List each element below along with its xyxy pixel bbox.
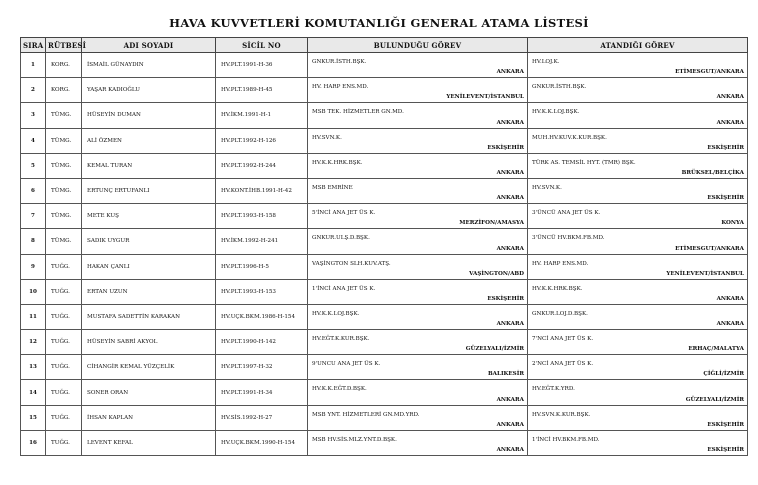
cell-atandigi-gorev <box>528 78 748 103</box>
table-body <box>21 53 748 456</box>
cell-atandigi-gorev <box>528 405 748 430</box>
cell-atandigi-gorev <box>528 128 748 153</box>
atandigi-gorev-text: 1'İNCİ HV.BKM.FB.MD. <box>532 436 600 443</box>
cell-rutbe: TUĞG. <box>46 279 82 304</box>
cell-adi-soyadi: ALİ ÖZMEN <box>82 128 216 153</box>
bulundugu-gorev-text: HV.K.K.HRK.BŞK. <box>312 159 363 166</box>
cell-rutbe: TÜMG. <box>46 204 82 229</box>
cell-atandigi-gorev <box>528 53 748 78</box>
atandigi-yer-text: ESKİŞEHİR <box>707 421 744 428</box>
cell-adi-soyadi: ERTAN UZUN <box>82 279 216 304</box>
cell-sicil-no: HV.İKM.1991-H-1 <box>216 103 308 128</box>
atandigi-gorev-text: 3'ÜNCÜ HV.BKM.FB.MD. <box>532 235 605 242</box>
table-row <box>21 330 748 355</box>
bulundugu-yer-text: ANKARA <box>496 447 524 453</box>
cell-bulundugu-gorev <box>308 380 528 405</box>
table-row <box>21 103 748 128</box>
bulundugu-gorev-text: HV. HARP ENS.MD. <box>312 84 369 91</box>
cell-sicil-no: HV.PLT.1989-H-45 <box>216 78 308 103</box>
cell-sira: 15 <box>21 405 46 430</box>
bulundugu-yer-text: ANKARA <box>496 321 524 328</box>
cell-sira: 5 <box>21 153 46 178</box>
cell-sira: 2 <box>21 78 46 103</box>
bulundugu-gorev-text: MSB YNT. HİZMETLERİ GN.MD.YRD. <box>312 411 420 418</box>
cell-bulundugu-gorev <box>308 78 528 103</box>
bulundugu-gorev-text: 5'İNCİ ANA JET ÜS K. <box>312 210 376 217</box>
bulundugu-gorev-text: MSB TEK. HİZMETLER GN.MD. <box>312 109 404 116</box>
cell-bulundugu-gorev <box>308 103 528 128</box>
cell-bulundugu-gorev <box>308 304 528 329</box>
atandigi-gorev-text: GNKUR.LOJ.D.BŞK. <box>532 310 588 317</box>
cell-adi-soyadi: YAŞAR KADIOĞLU <box>82 78 216 103</box>
bulundugu-yer-text: YENİLEVENT/İSTANBUL <box>446 94 524 101</box>
cell-adi-soyadi: İSMAİL GÜNAYDIN <box>82 53 216 78</box>
cell-rutbe: TÜMG. <box>46 128 82 153</box>
cell-atandigi-gorev <box>528 380 748 405</box>
bulundugu-gorev-text: GNKUR.ULŞ.D.BŞK. <box>312 235 370 242</box>
cell-sira: 13 <box>21 355 46 380</box>
atandigi-yer-text: YENİLEVENT/İSTANBUL <box>666 270 744 277</box>
cell-sicil-no: HV.PLT.1993-H-158 <box>216 204 308 229</box>
cell-adi-soyadi: HÜSEYİN SABRİ AKYOL <box>82 330 216 355</box>
table-row <box>21 430 748 455</box>
cell-sicil-no: HV.PLT.1996-H-5 <box>216 254 308 279</box>
bulundugu-gorev-text: VAŞİNGTON SLH.KUV.ATŞ. <box>312 260 391 267</box>
cell-sicil-no: HV.PLT.1992-H-244 <box>216 153 308 178</box>
cell-rutbe: TÜMG. <box>46 178 82 203</box>
cell-atandigi-gorev <box>528 254 748 279</box>
cell-rutbe: TÜMG. <box>46 103 82 128</box>
bulundugu-gorev-text: GNKUR.İSTH.BŞK. <box>312 59 367 65</box>
atandigi-yer-text: ÇİĞLİ/İZMİR <box>703 371 744 378</box>
bulundugu-gorev-text: 9'UNCU ANA JET ÜS K. <box>312 361 381 368</box>
table-row <box>21 53 748 78</box>
table-row <box>21 128 748 153</box>
bulundugu-yer-text: GÜZELYALI/İZMİR <box>465 346 524 353</box>
cell-rutbe: TUĞG. <box>46 380 82 405</box>
cell-atandigi-gorev <box>528 153 748 178</box>
bulundugu-yer-text: BALIKESİR <box>487 371 524 378</box>
atandigi-gorev-text: HV. HARP ENS.MD. <box>532 260 589 267</box>
cell-sira: 1 <box>21 53 46 78</box>
cell-adi-soyadi: İHSAN KAPLAN <box>82 405 216 430</box>
atandigi-yer-text: BRÜKSEL/BELÇİKA <box>681 169 744 176</box>
cell-sira: 11 <box>21 304 46 329</box>
cell-sicil-no: HV.SİS.1992-H-27 <box>216 405 308 430</box>
cell-bulundugu-gorev <box>308 178 528 203</box>
atandigi-gorev-text: 7'NCİ ANA JET ÜS K. <box>532 336 594 343</box>
atandigi-yer-text: ETİMESGUT/ANKARA <box>675 69 744 76</box>
atandigi-yer-text: ETİMESGUT/ANKARA <box>675 245 744 252</box>
cell-sira: 12 <box>21 330 46 355</box>
atandigi-gorev-text: 2'NCİ ANA JET ÜS K. <box>532 361 594 368</box>
bulundugu-gorev-text: HV.K.K.EĞT.D.BŞK. <box>312 386 367 393</box>
atandigi-gorev-text: HV.SVN.K.KUR.BŞK. <box>532 411 591 418</box>
cell-sira: 10 <box>21 279 46 304</box>
cell-sicil-no: HV.PLT.1997-H-32 <box>216 355 308 380</box>
header-row <box>21 38 748 53</box>
atandigi-yer-text: KONYA <box>721 220 744 227</box>
cell-adi-soyadi: SADIK UYGUR <box>82 229 216 254</box>
table-row <box>21 355 748 380</box>
cell-adi-soyadi: MUSTAFA SADETTİN KARAKAN <box>82 304 216 329</box>
table-row <box>21 78 748 103</box>
bulundugu-yer-text: ANKARA <box>496 119 524 126</box>
cell-adi-soyadi: ERTUNÇ ERTUFANLI <box>82 178 216 203</box>
bulundugu-yer-text: ANKARA <box>496 169 524 176</box>
atandigi-yer-text: ESKİŞEHİR <box>707 447 744 453</box>
cell-sicil-no: HV.PLT.1991-H-36 <box>216 53 308 78</box>
cell-rutbe: TUĞG. <box>46 355 82 380</box>
bulundugu-gorev-text: 1'İNCİ ANA JET ÜS K. <box>312 285 376 292</box>
atandigi-yer-text: ANKARA <box>716 295 744 302</box>
table-row <box>21 178 748 203</box>
cell-bulundugu-gorev <box>308 204 528 229</box>
table-row <box>21 204 748 229</box>
cell-adi-soyadi: METE KUŞ <box>82 204 216 229</box>
bulundugu-yer-text: VAŞİNGTON/ABD <box>469 270 524 277</box>
atandigi-yer-text: ANKARA <box>716 94 744 101</box>
atandigi-gorev-text: TÜRK AS. TEMSİL HYT. (TMR) BŞK. <box>532 159 636 166</box>
atandigi-gorev-text: HV.SVN.K. <box>532 184 562 191</box>
cell-bulundugu-gorev <box>308 153 528 178</box>
cell-sicil-no: HV.KONT.İHB.1991-H-42 <box>216 178 308 203</box>
cell-bulundugu-gorev <box>308 254 528 279</box>
cell-sicil-no: HV.PLT.1993-H-153 <box>216 279 308 304</box>
header-sira: SIRA <box>21 38 46 53</box>
atandigi-gorev-text: MUH.HV.KUV.K.KUR.BŞK. <box>532 134 607 141</box>
header-sicil-no: SİCİL NO <box>216 38 308 53</box>
cell-sicil-no: HV.İKM.1992-H-241 <box>216 229 308 254</box>
cell-sira: 6 <box>21 178 46 203</box>
atandigi-gorev-text: HV.K.K.LOJ.BŞK. <box>532 109 580 116</box>
cell-bulundugu-gorev <box>308 355 528 380</box>
cell-bulundugu-gorev <box>308 330 528 355</box>
cell-bulundugu-gorev <box>308 128 528 153</box>
atandigi-yer-text: ESKİŞEHİR <box>707 195 744 202</box>
cell-rutbe: KORG. <box>46 78 82 103</box>
bulundugu-gorev-text: HV.EĞT.K.KUR.BŞK. <box>312 336 370 343</box>
document-title: HAVA KUVVETLERİ KOMUTANLIĞI GENERAL ATAMA LİSTESİ <box>169 16 589 30</box>
cell-sicil-no: HV.PLT.1991-H-34 <box>216 380 308 405</box>
assignment-table <box>20 37 748 456</box>
cell-sira: 8 <box>21 229 46 254</box>
cell-bulundugu-gorev <box>308 53 528 78</box>
atandigi-gorev-text: GNKUR.İSTH.BŞK. <box>532 84 587 91</box>
bulundugu-gorev-text: HV.K.K.LOJ.BŞK. <box>312 310 360 317</box>
atandigi-yer-text: ANKARA <box>716 321 744 328</box>
table-row <box>21 153 748 178</box>
atandigi-gorev-text: HV.K.K.HRK.BŞK. <box>532 285 583 292</box>
cell-rutbe: TÜMG. <box>46 153 82 178</box>
header-rutbe: RÜTBESİ <box>46 38 82 53</box>
atandigi-gorev-text: HV.EĞT.K.YRD. <box>532 386 575 393</box>
cell-sicil-no: HV.UÇK.BKM.1990-H-154 <box>216 430 308 455</box>
bulundugu-gorev-text: MSB EMRİNE <box>312 184 353 191</box>
cell-atandigi-gorev <box>528 330 748 355</box>
bulundugu-yer-text: ANKARA <box>496 69 524 76</box>
cell-sira: 9 <box>21 254 46 279</box>
bulundugu-yer-text: ANKARA <box>496 396 524 403</box>
table-row <box>21 304 748 329</box>
cell-atandigi-gorev <box>528 229 748 254</box>
bulundugu-gorev-text: MSB HV.SİS.MLZ.YNT.D.BŞK. <box>312 436 397 443</box>
cell-atandigi-gorev <box>528 279 748 304</box>
atandigi-gorev-text: HV.LOJ.K. <box>532 59 560 65</box>
cell-rutbe: TUĞG. <box>46 254 82 279</box>
cell-sira: 4 <box>21 128 46 153</box>
cell-adi-soyadi: SONER ORAN <box>82 380 216 405</box>
bulundugu-gorev-text: HV.SVN.K. <box>312 134 342 141</box>
table-row <box>21 229 748 254</box>
cell-atandigi-gorev <box>528 355 748 380</box>
table-row <box>21 279 748 304</box>
atandigi-yer-text: ANKARA <box>716 119 744 126</box>
table-row <box>21 405 748 430</box>
bulundugu-yer-text: MERZİFON/AMASYA <box>459 220 524 227</box>
cell-sicil-no: HV.PLT.1990-H-142 <box>216 330 308 355</box>
atandigi-yer-text: ESKİŞEHİR <box>707 144 744 151</box>
table-row <box>21 254 748 279</box>
cell-atandigi-gorev <box>528 204 748 229</box>
cell-adi-soyadi: KEMAL TURAN <box>82 153 216 178</box>
cell-adi-soyadi: HAKAN ÇANLI <box>82 254 216 279</box>
cell-sira: 7 <box>21 204 46 229</box>
bulundugu-yer-text: ANKARA <box>496 421 524 428</box>
cell-rutbe: TUĞG. <box>46 405 82 430</box>
cell-rutbe: KORG. <box>46 53 82 78</box>
header-adi-soyadi: ADI SOYADI <box>82 38 216 53</box>
atandigi-yer-text: ERHAÇ/MALATYA <box>688 346 744 353</box>
cell-bulundugu-gorev <box>308 430 528 455</box>
cell-sicil-no: HV.PLT.1992-H-126 <box>216 128 308 153</box>
cell-sira: 14 <box>21 380 46 405</box>
cell-atandigi-gorev <box>528 430 748 455</box>
header-bulundugu-gorev: BULUNDUĞU GÖREV <box>308 38 528 53</box>
cell-bulundugu-gorev <box>308 405 528 430</box>
cell-sira: 3 <box>21 103 46 128</box>
atandigi-gorev-text: 3'ÜNCÜ ANA JET ÜS K. <box>532 210 601 217</box>
cell-adi-soyadi: HÜSEYİN DUMAN <box>82 103 216 128</box>
bulundugu-yer-text: ESKİŞEHİR <box>487 144 524 151</box>
atandigi-yer-text: GÜZELYALI/İZMİR <box>685 396 744 403</box>
bulundugu-yer-text: ANKARA <box>496 245 524 252</box>
cell-sira: 16 <box>21 430 46 455</box>
cell-adi-soyadi: CİHANGİR KEMAL YÜZÇELİK <box>82 355 216 380</box>
cell-atandigi-gorev <box>528 103 748 128</box>
cell-adi-soyadi: LEVENT KEFAL <box>82 430 216 455</box>
cell-bulundugu-gorev <box>308 229 528 254</box>
cell-sicil-no: HV.UÇK.BKM.1986-H-154 <box>216 304 308 329</box>
cell-rutbe: TUĞG. <box>46 330 82 355</box>
cell-rutbe: TUĞG. <box>46 304 82 329</box>
bulundugu-yer-text: ANKARA <box>496 195 524 202</box>
cell-rutbe: TÜMG. <box>46 229 82 254</box>
table-row <box>21 380 748 405</box>
cell-bulundugu-gorev <box>308 279 528 304</box>
cell-rutbe: TUĞG. <box>46 430 82 455</box>
header-atandigi-gorev: ATANDIĞI GÖREV <box>528 38 748 53</box>
cell-atandigi-gorev <box>528 304 748 329</box>
bulundugu-yer-text: ESKİŞEHİR <box>487 295 524 302</box>
cell-atandigi-gorev <box>528 178 748 203</box>
